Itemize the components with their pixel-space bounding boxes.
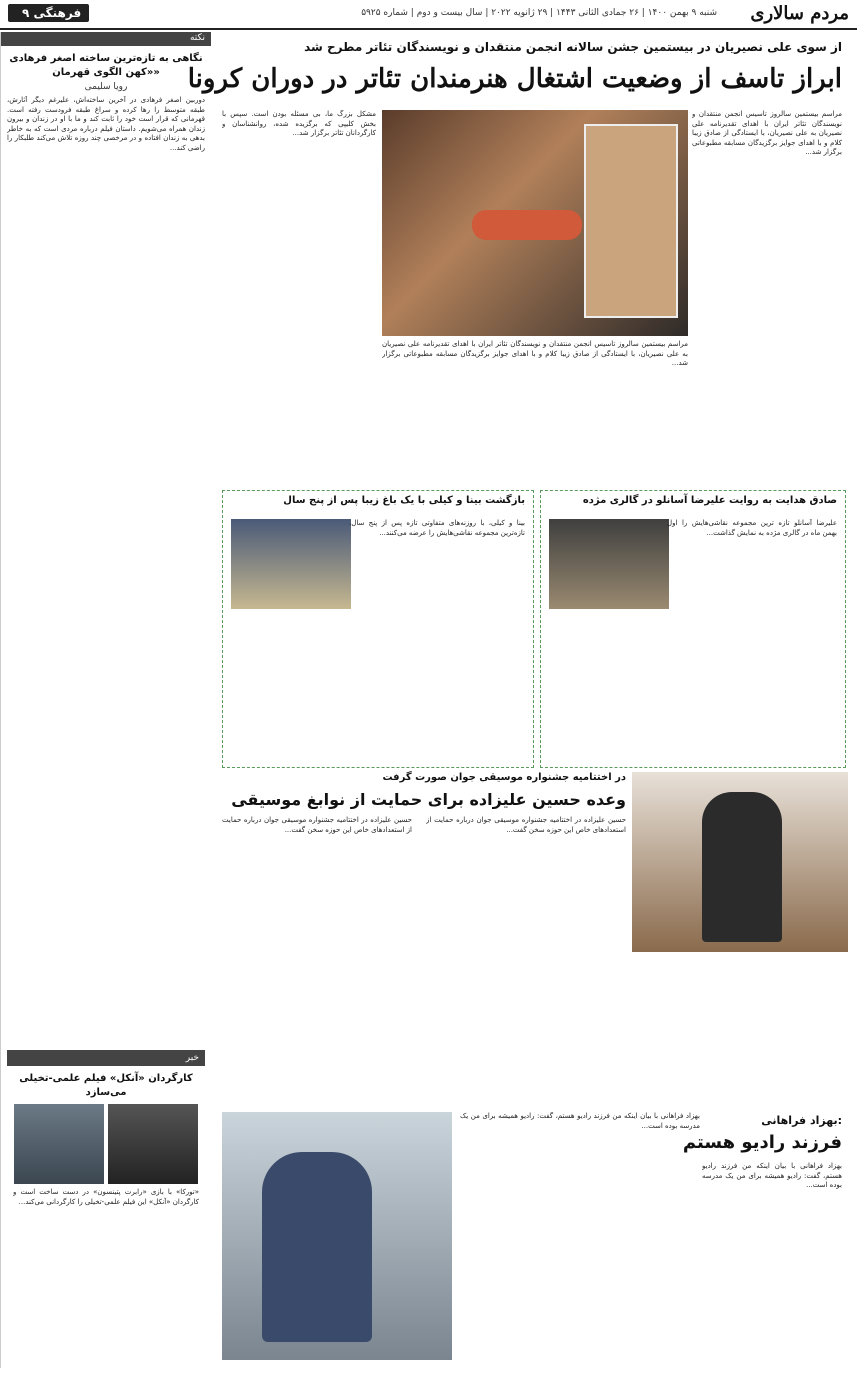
left-article-body: دوربین اصغر فرهادی در آخرین ساخته‌اش، علیرغم دیگر آثارش، طبقه متوسط را رها کرده و سراغ طبقه فرودست رفته است. قهرمانی که قرار است خود را ثابت کند و ما با او در زندان و بیرون زندان همراه می‌شویم. داستان فیلم درباره مردی است که به خاطر بدهی به زندان افتاده و در مرخصی چند روزه تلاش می‌کند طلبکار را راضی کند...: [7, 96, 205, 152]
box-art-exhibition: [222, 490, 534, 768]
page-number: ۹: [22, 6, 30, 20]
left-article-title: نگاهی به تازه‌ترین ساخته اصغر فرهادی «کهن الگوی قهرمان»: [9, 53, 203, 78]
lead-headline: ابراز تاسف از وضعیت اشتغال هنرمندان تئاتر در دوران کرونا: [187, 64, 842, 94]
lead-kicker: از سوی علی نصیریان در بیستمین جشن سالانه انجمن منتقدان و نویسندگان تئاتر مطرح شد: [304, 40, 842, 54]
masthead: [0, 0, 857, 30]
lead-photo: [382, 110, 688, 336]
musician-figure: [702, 792, 782, 942]
interview-photo: [222, 1112, 452, 1360]
musician-photo: [632, 772, 848, 952]
brand-logo: مردم سالاری: [750, 3, 849, 24]
section-name: فرهنگی: [33, 6, 82, 20]
news-box-label: خبر: [7, 1052, 205, 1066]
flowers-decoration: [472, 210, 582, 240]
music-kicker: در اختتامیه جشنواره موسیقی جوان صورت گرفت: [382, 772, 626, 783]
painting-photo: [231, 519, 351, 609]
left-article-author: رویا سلیمی: [84, 82, 128, 92]
box-gallery-title: صادق هدایت به روایت علیرضا آسانلو در گالری مژده: [582, 495, 837, 506]
lead-column-middle: مراسم بیستمین سالروز تاسیس انجمن منتقدان و نویسندگان تئاتر ایران با اهدای تقدیرنامه علی نصیریان به علی نصیریان، با ایستادگی از صادق زیبا کلام و با اهدای جوایز برگزیدگان مسابقه مطبوعاتی برگزار شد...: [382, 340, 688, 367]
gallery-photo: [549, 519, 669, 609]
poster-portrait: [584, 124, 678, 318]
interviewee-figure: [262, 1152, 372, 1342]
box-gallery-body: علیرضا آسانلو تازه ترین مجموعه نقاشی‌هایش را اول بهمن ماه در گالری مژده به نمایش گذاشت...: [667, 519, 837, 537]
box-gallery-news: [540, 490, 846, 768]
dateline: شنبه ۹ بهمن ۱۴۰۰ | ۲۶ جمادی الثانی ۱۴۴۳ | ۲۹ ژانویه ۲۰۲۲ | سال بیست و دوم | شماره ۵۹۲۵: [361, 8, 717, 18]
actor-photo: [108, 1104, 198, 1184]
interview-body-left: بهزاد فراهانی با بیان اینکه من فرزند رادیو هستم، گفت: رادیو همیشه برای من یک مدرسه بوده است...: [460, 1112, 700, 1130]
section-badge: [8, 4, 89, 22]
director-photo: [14, 1104, 104, 1184]
box-art-title: بازگشت بینا و کیلی با یک باغ زیبا پس از پنج سال: [283, 495, 525, 506]
music-body-1: حسین علیزاده در اختتامیه جشنواره موسیقی جوان درباره حمایت از استعدادهای خاص این حوزه سخن گفت...: [426, 816, 626, 834]
music-body-2: حسین علیزاده در اختتامیه جشنواره موسیقی جوان درباره حمایت از استعدادهای خاص این حوزه سخن گفت...: [222, 816, 412, 834]
lead-column-right: مراسم بیستمین سالروز تاسیس انجمن منتقدان و نویسندگان تئاتر ایران با اهدای تقدیرنامه علی نصیریان به علی نصیریان، با ایستادگی از صادق زیبا کلام و با اهدای جوایز برگزیدگان مسابقه مطبوعاتی برگزار شد...: [692, 110, 842, 156]
interview-body-right: بهزاد فراهانی با بیان اینکه من فرزند رادیو هستم، گفت: رادیو همیشه برای من یک مدرسه بوده است...: [702, 1162, 842, 1189]
interview-headline: فرزند رادیو هستم: [682, 1132, 842, 1153]
news-box-body: «تورکا» با بازی «رابرت پتینسون» در دست ساخت است و کارگردان «آنکل» این فیلم علمی-تخیلی را کارگردانی می‌کند...: [13, 1188, 199, 1206]
news-box: [7, 1050, 205, 1338]
left-column-label: نکته: [1, 32, 211, 46]
news-box-title: کارگردان «آنکل» فیلم علمی-تخیلی می‌سازد: [19, 1073, 193, 1098]
box-art-body: بینا و کیلی، با روزنه‌های متفاوتی تازه پس از پنج سال، تازه‌ترین مجموعه نقاشی‌هایش را عرضه می‌کنند...: [349, 519, 525, 537]
left-column: [0, 32, 211, 1368]
lead-column-left: مشکل بزرگ ما، بی مسئله بودن است. سپس با بخش کلیپی که برگزیده شده، روانشناسان و کارگردانان تئاتر برگزار شد...: [222, 110, 376, 137]
music-headline: وعده حسین علیزاده برای حمایت از نوابغ موسیقی: [231, 790, 626, 809]
interview-kicker: بهزاد فراهانی:: [761, 1114, 842, 1127]
